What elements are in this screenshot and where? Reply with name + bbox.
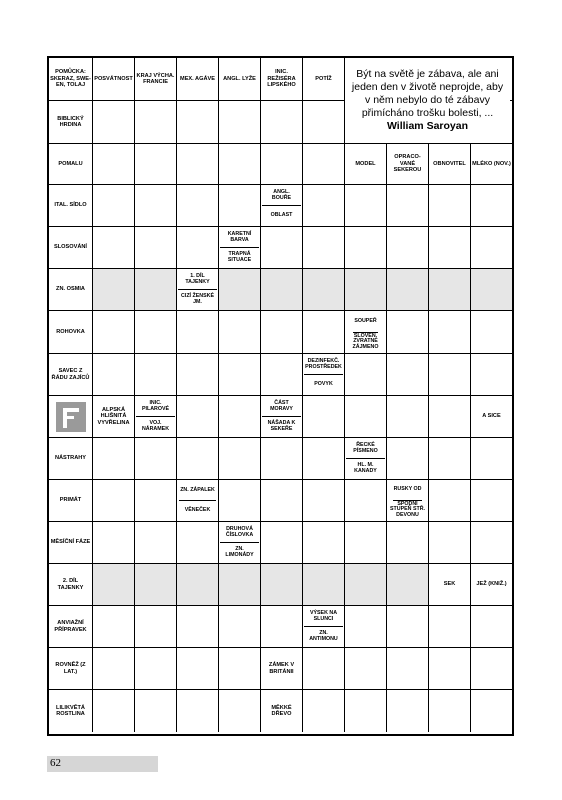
clue-cell: POMALU: [49, 144, 93, 184]
answer-cell[interactable]: [345, 480, 387, 521]
clue-top: DEZINFEKČ. PROSTŘEDEK: [304, 355, 343, 375]
answer-cell[interactable]: [135, 522, 177, 563]
clue-top: 1. DÍL TAJENKY: [178, 270, 217, 290]
answer-cell[interactable]: [219, 144, 261, 184]
answer-cell[interactable]: [135, 101, 177, 143]
answer-cell[interactable]: [177, 648, 219, 689]
answer-cell[interactable]: [261, 606, 303, 647]
quote-box: [345, 58, 510, 143]
answer-cell[interactable]: [177, 564, 219, 605]
answer-cell[interactable]: [135, 185, 177, 226]
page-number: 62: [50, 757, 61, 769]
answer-cell[interactable]: [471, 690, 512, 732]
answer-cell[interactable]: [177, 438, 219, 479]
answer-cell[interactable]: [93, 101, 135, 143]
answer-cell[interactable]: [429, 269, 471, 310]
answer-cell[interactable]: [471, 522, 512, 563]
clue-bottom: HL. M. KANADY: [354, 461, 377, 474]
answer-cell[interactable]: [345, 606, 387, 647]
split-clue-cell: [345, 311, 387, 353]
answer-cell[interactable]: [219, 354, 261, 395]
clue-top: ŘECKÉ PÍSMENO: [346, 439, 385, 459]
split-clue-cell: [261, 185, 303, 226]
answer-cell[interactable]: [345, 690, 387, 732]
answer-cell[interactable]: [93, 144, 135, 184]
clue-cell: MĚKKÉ DŘEVO: [261, 690, 303, 732]
answer-cell[interactable]: [135, 480, 177, 521]
answer-cell[interactable]: [429, 311, 471, 353]
clue-top: DRUHOVÁ ČÍSLOVKA: [220, 523, 259, 543]
answer-cell[interactable]: [219, 438, 261, 479]
answer-cell[interactable]: [93, 690, 135, 732]
answer-cell[interactable]: [177, 690, 219, 732]
answer-cell[interactable]: [471, 354, 512, 395]
answer-cell[interactable]: [345, 396, 387, 437]
clue-cell: A SICE: [482, 413, 501, 420]
answer-cell[interactable]: [135, 354, 177, 395]
clue-cell: POSVÁTNOST: [93, 58, 135, 100]
answer-cell[interactable]: [219, 101, 261, 143]
clue-cell: MEX. AGÁVE: [177, 58, 219, 100]
clue-cell: MLÉKO (NOV.): [472, 160, 511, 167]
answer-cell[interactable]: [387, 690, 429, 732]
answer-cell[interactable]: [303, 227, 345, 268]
clue-cell: SLOSOVÁNÍ: [49, 227, 93, 268]
answer-cell[interactable]: [219, 564, 261, 605]
quote-text: Být na světě je zábava, ale ani jeden den v životě neprojde, aby v něm nebylo do té zábavy přimícháno trošku bolesti, ...: [351, 68, 504, 119]
split-clue-cell: [135, 396, 177, 437]
answer-cell[interactable]: [93, 522, 135, 563]
clue-cell: SEK: [429, 564, 471, 605]
clue-top: INIC. PILAROVÉ: [136, 397, 175, 417]
clue-cell: KRAJ VÝCHA. FRANCIE: [135, 58, 177, 100]
split-clue-cell: [303, 606, 345, 647]
answer-cell[interactable]: [303, 185, 345, 226]
answer-cell[interactable]: [387, 185, 429, 226]
clue-cell: NÁSTRAHY: [49, 438, 93, 479]
answer-cell[interactable]: [345, 185, 387, 226]
clue-bottom: TRAPNÁ SITUACE: [227, 250, 252, 263]
split-clue-cell: [303, 354, 345, 395]
answer-cell[interactable]: [135, 606, 177, 647]
clue-bottom: SLOVEN. ZVRATNÉ ZÁJMENO: [352, 332, 379, 351]
answer-cell[interactable]: [219, 648, 261, 689]
answer-cell[interactable]: [303, 311, 345, 353]
grid-row: [49, 396, 512, 438]
split-clue-cell: [177, 269, 219, 310]
clue-cell: BIBLICKÝ HRDINA: [49, 101, 93, 143]
answer-cell[interactable]: [429, 185, 471, 226]
clue-bottom: OBLAST: [270, 211, 293, 218]
answer-cell[interactable]: [471, 606, 512, 647]
split-clue-cell: [177, 480, 219, 521]
answer-cell[interactable]: [93, 648, 135, 689]
clue-cell: OPRACOVANÉ SEKEROU: [387, 144, 429, 184]
clue-bottom: CIZÍ ŽENSKÉ JM.: [181, 292, 214, 305]
answer-cell[interactable]: [261, 480, 303, 521]
clue-bottom: VĚNEČEK: [184, 506, 211, 513]
answer-cell[interactable]: [261, 354, 303, 395]
grid-row: [49, 269, 512, 311]
clue-cell: ZÁMEK V BRITÁNII: [261, 648, 303, 689]
answer-cell[interactable]: [303, 522, 345, 563]
grid-row: [49, 311, 512, 354]
answer-cell[interactable]: [471, 269, 512, 310]
answer-cell[interactable]: [135, 438, 177, 479]
answer-cell[interactable]: [387, 648, 429, 689]
answer-cell[interactable]: [471, 480, 512, 521]
grid-row: [49, 354, 512, 396]
answer-cell[interactable]: [303, 396, 345, 437]
answer-cell[interactable]: [429, 354, 471, 395]
answer-cell[interactable]: [177, 144, 219, 184]
answer-cell[interactable]: [261, 522, 303, 563]
answer-cell[interactable]: [303, 144, 345, 184]
answer-cell[interactable]: [93, 438, 135, 479]
answer-cell[interactable]: [177, 522, 219, 563]
grid-row: [49, 648, 512, 690]
answer-cell[interactable]: [219, 606, 261, 647]
answer-cell[interactable]: [93, 227, 135, 268]
answer-cell[interactable]: [303, 101, 345, 143]
clue-cell: ALPSKÁ HLIŠNITÁ VYVŘELINA: [93, 396, 135, 437]
answer-cell[interactable]: [219, 311, 261, 353]
clue-cell: ANVIAŽNÍ PŘÍPRAVEK: [49, 606, 93, 647]
answer-cell[interactable]: [387, 438, 429, 479]
grid-row: [49, 144, 512, 185]
clue-bottom: NÁŠADA K SEKEŘE: [267, 419, 296, 432]
grid-row: [49, 522, 512, 564]
answer-cell[interactable]: [135, 311, 177, 353]
grid-row: [49, 480, 512, 522]
answer-cell[interactable]: [387, 354, 429, 395]
answer-cell[interactable]: [135, 564, 177, 605]
clue-cell: SAVEC Z ŘÁDU ZAJÍCŮ: [49, 354, 93, 395]
answer-cell[interactable]: [219, 269, 261, 310]
answer-cell[interactable]: [387, 227, 429, 268]
clue-bottom: VOJ. NÁRAMEK: [141, 419, 170, 432]
clue-top: VÝSEK NA SLUNCI: [304, 607, 343, 627]
clue-bottom: ZN. LIMONÁDY: [225, 545, 254, 558]
clue-cell: JEŽ (KNIŽ.): [471, 564, 512, 605]
grid-row: [49, 227, 512, 269]
answer-cell[interactable]: [261, 564, 303, 605]
answer-cell[interactable]: [345, 648, 387, 689]
answer-cell[interactable]: [261, 311, 303, 353]
answer-cell[interactable]: [387, 311, 429, 353]
answer-cell[interactable]: [177, 354, 219, 395]
answer-cell[interactable]: [387, 606, 429, 647]
split-clue-cell: [261, 396, 303, 437]
answer-cell[interactable]: [387, 564, 429, 605]
answer-cell[interactable]: [345, 354, 387, 395]
answer-cell[interactable]: [261, 144, 303, 184]
clue-top: ZN. ZÁPALEK: [179, 481, 216, 501]
answer-cell[interactable]: [93, 564, 135, 605]
answer-cell[interactable]: [219, 396, 261, 437]
answer-cell[interactable]: [345, 269, 387, 310]
clue-bottom: SPODNÍ STUPEŇ STŘ. DEVONU: [389, 500, 426, 519]
clue-cell: MODEL: [345, 144, 387, 184]
answer-cell[interactable]: [177, 227, 219, 268]
answer-cell[interactable]: [303, 480, 345, 521]
puzzle-logo-icon: [49, 396, 93, 437]
clue-top: RUSKY OD: [393, 481, 423, 501]
answer-cell[interactable]: [387, 396, 429, 437]
answer-cell[interactable]: [471, 438, 512, 479]
answer-cell[interactable]: [429, 227, 471, 268]
answer-cell[interactable]: [177, 311, 219, 353]
answer-cell[interactable]: [429, 648, 471, 689]
split-clue-cell: [345, 438, 387, 479]
clue-cell: ROHOVKA: [49, 311, 93, 353]
answer-cell[interactable]: [177, 396, 219, 437]
answer-cell[interactable]: [93, 185, 135, 226]
split-clue-cell: [219, 227, 261, 268]
clue-cell: PRIMÁT: [49, 480, 93, 521]
clue-top: KARETNÍ BARVA: [220, 228, 259, 248]
answer-cell[interactable]: [93, 606, 135, 647]
answer-cell[interactable]: [135, 227, 177, 268]
answer-cell[interactable]: [177, 185, 219, 226]
answer-cell[interactable]: [261, 101, 303, 143]
answer-cell[interactable]: [471, 185, 512, 226]
answer-cell[interactable]: [429, 480, 471, 521]
answer-cell[interactable]: [93, 269, 135, 310]
split-clue-cell: [387, 480, 429, 521]
answer-cell[interactable]: [177, 606, 219, 647]
answer-cell[interactable]: [93, 311, 135, 353]
answer-cell[interactable]: [261, 438, 303, 479]
answer-cell[interactable]: [303, 648, 345, 689]
clue-cell: ITAL. SÍDLO: [49, 185, 93, 226]
answer-cell[interactable]: [471, 311, 512, 353]
answer-cell[interactable]: [303, 438, 345, 479]
clue-cell: POTÍŽ: [303, 58, 345, 100]
clue-top: ČÁST MORAVY: [262, 397, 301, 417]
answer-cell[interactable]: [135, 269, 177, 310]
answer-cell[interactable]: [135, 690, 177, 732]
grid-row: [49, 564, 512, 606]
answer-cell[interactable]: [219, 480, 261, 521]
answer-cell[interactable]: [303, 564, 345, 605]
answer-cell[interactable]: [303, 269, 345, 310]
clue-cell: 2. DÍL TAJENKY: [49, 564, 93, 605]
answer-cell[interactable]: [135, 648, 177, 689]
answer-cell[interactable]: [261, 227, 303, 268]
answer-cell[interactable]: [387, 522, 429, 563]
answer-cell[interactable]: [471, 648, 512, 689]
grid-row: [49, 606, 512, 648]
grid-row: [49, 690, 512, 732]
answer-cell[interactable]: [429, 606, 471, 647]
answer-cell[interactable]: [177, 101, 219, 143]
answer-cell[interactable]: [387, 269, 429, 310]
answer-cell[interactable]: [93, 354, 135, 395]
clue-cell: MĚSÍČNÍ FÁZE: [49, 522, 93, 563]
answer-cell[interactable]: [135, 144, 177, 184]
answer-cell[interactable]: [471, 227, 512, 268]
answer-cell[interactable]: [429, 522, 471, 563]
clue-top: SOUPEŘ: [353, 312, 377, 333]
clue-cell: INIC. REŽISÉRA LIPSKÉHO: [261, 58, 303, 100]
clue-top: ANGL. BOUŘE: [262, 186, 301, 206]
answer-cell[interactable]: [429, 438, 471, 479]
clue-cell: ZN. OSMIA: [49, 269, 93, 310]
answer-cell[interactable]: [429, 690, 471, 732]
clue-bottom: POVYK: [314, 380, 333, 387]
grid-row: [49, 438, 512, 480]
crossword-grid: [47, 56, 514, 736]
clue-cell: POMŮCKA: SKERAZ, SWEEN, TOLAJ: [49, 58, 93, 100]
split-clue-cell: [219, 522, 261, 563]
answer-cell[interactable]: [303, 690, 345, 732]
answer-cell[interactable]: [345, 564, 387, 605]
answer-cell[interactable]: [345, 522, 387, 563]
grid-row: [49, 185, 512, 227]
answer-cell[interactable]: [345, 227, 387, 268]
clue-cell: OBNOVITEL: [429, 144, 471, 184]
answer-cell[interactable]: [429, 396, 471, 437]
answer-cell[interactable]: [219, 690, 261, 732]
answer-cell[interactable]: [93, 480, 135, 521]
clue-bottom: ZN. ANTIMONU: [309, 629, 338, 642]
answer-cell[interactable]: [219, 185, 261, 226]
clue-cell: LILIKVĚTÁ ROSTLINA: [49, 690, 93, 732]
clue-cell: ROVNĚŽ (Z LAT.): [49, 648, 93, 689]
page-number-bar: [47, 756, 158, 772]
clue-cell: ANGL. LYŽE: [219, 58, 261, 100]
quote-author: William Saroyan: [386, 119, 469, 132]
answer-cell[interactable]: [261, 269, 303, 310]
